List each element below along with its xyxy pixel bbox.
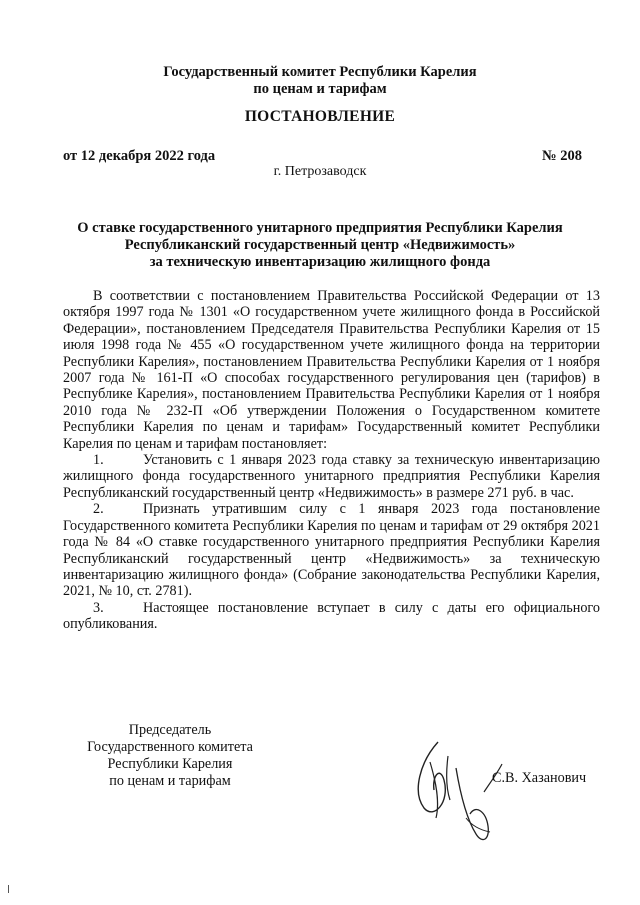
item-number: 2. xyxy=(93,501,104,518)
document-body xyxy=(63,288,600,633)
position-line-4: по ценам и тарифам xyxy=(109,773,231,789)
list-item xyxy=(63,452,600,501)
item-text: Установить с 1 января 2023 года ставку за техническую инвентаризацию жилищного фонда государственного унитарного предприятия Республики Карелия Республиканский государственный центр «Недвижимость» в размере 271 руб. в час. xyxy=(63,452,600,501)
item-number: 3. xyxy=(93,599,104,616)
position-line-3: Республики Карелия xyxy=(107,756,233,772)
org-line-1: Государственный комитет Республики Карелия xyxy=(163,64,477,80)
list-item xyxy=(63,600,600,633)
item-text: Настоящее постановление вступает в силу с даты его официального опубликования. xyxy=(63,599,600,633)
scan-margin-mark xyxy=(8,885,9,893)
issuing-organization xyxy=(0,64,640,98)
document-city: г. Петрозаводск xyxy=(273,164,367,179)
org-line-2: по ценам и тарифам xyxy=(253,81,387,97)
signatory-name: С.В. Хазанович xyxy=(492,770,587,786)
preamble-paragraph: В соответствии с постановлением Правительства Российской Федерации от 13 октября 1997 года № 1301 «О государственном учете жилищного фонда в Российской Федерации», постановлением Председателя Правительства Республики Карелия от 15 июля 1998 года № 455 «О государственном учете жилищного фонда на территории Республики Карелия», постановлением Правительства Республики Карелия от 1 ноября 2007 года № 161-П «О способах государственного регулирования цен (тарифов) в Республике Карелия», постановлением Правительства Республики Карелия от 1 ноября 2010 года № 232-П «Об утверждении Положения о Государственном комитете Республики Карелия по ценам и тарифам» Государственный комитет Республики Карелия по ценам и тарифам постановляет: xyxy=(63,288,600,452)
subject-line-3: за техническую инвентаризацию жилищного фонда xyxy=(149,254,491,270)
position-line-2: Государственного комитета xyxy=(87,739,253,755)
subject-line-2: Республиканский государственный центр «Недвижимость» xyxy=(124,237,516,253)
item-text: Признать утратившим силу с 1 января 2023 года постановление Государственного комитета Республики Карелия по ценам и тарифам от 29 октября 2021 года № 84 «О ставке государственного унитарного предприятия Республики Карелия Республиканский государственный центр «Недвижимость» за техническую инвентаризацию жилищного фонда» (Собрание законодательства Республики Карелия, 2021, № 10, ст. 2781). xyxy=(63,501,600,600)
list-item xyxy=(63,501,600,599)
subject-line-1: О ставке государственного унитарного предприятия Республики Карелия xyxy=(77,220,563,236)
document-number: № 208 xyxy=(542,148,582,164)
document-type-title: ПОСТАНОВЛЕНИЕ xyxy=(244,108,396,125)
handwritten-signature xyxy=(410,722,520,852)
signatory-position xyxy=(60,722,280,790)
position-line-1: Председатель xyxy=(128,722,212,738)
item-number: 1. xyxy=(93,452,104,469)
document-subject xyxy=(40,220,600,271)
document-date: от 12 декабря 2022 года xyxy=(63,148,216,164)
